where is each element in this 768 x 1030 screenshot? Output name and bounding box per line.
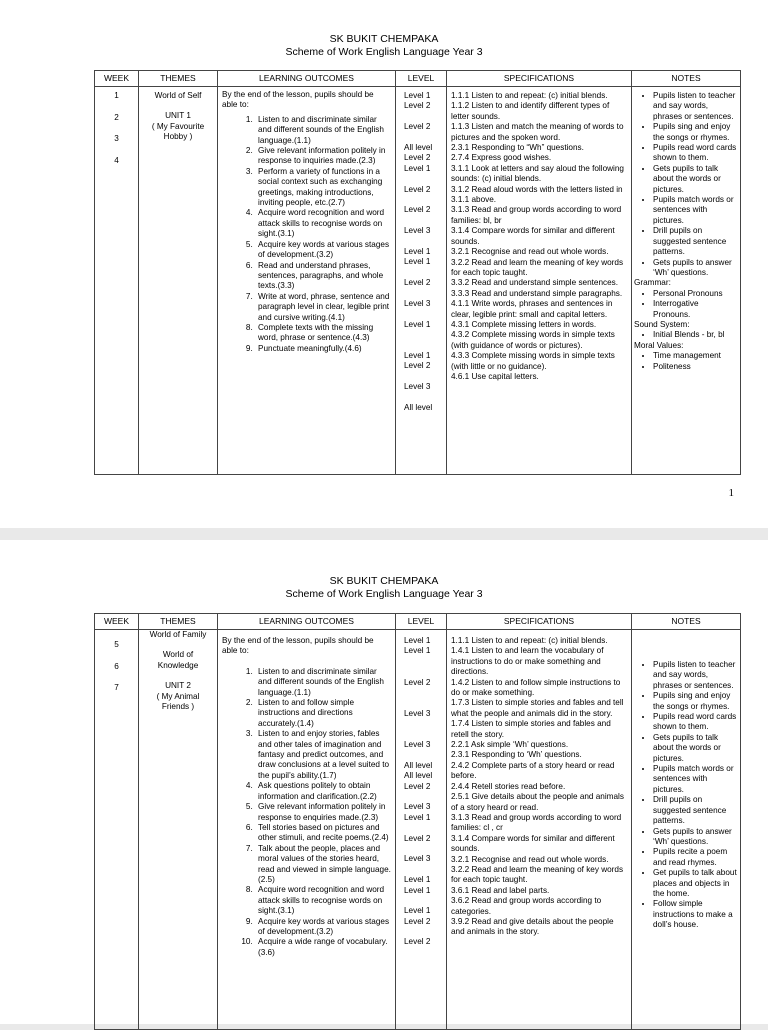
header-themes: THEMES — [139, 614, 218, 630]
unit-title: Hobby ) — [163, 132, 193, 142]
level-value: All level — [404, 760, 433, 770]
level-value: Level 2 — [404, 184, 431, 194]
level-value: Level 2 — [404, 361, 431, 371]
level-value: Level 3 — [404, 226, 431, 236]
list-item: • Gets pupils to talk about the words or pictures. — [653, 733, 738, 764]
sound-system-list — [634, 330, 738, 340]
list-item: 1. Listen to and discriminate similar and different sounds of the English language.(1.1) — [255, 667, 391, 698]
unit-title: ( My Favourite — [151, 121, 205, 131]
spec-item: 3.1.3 Read and group words according to word families: bl, br — [451, 205, 622, 225]
week-cell — [95, 87, 139, 475]
level-value: Level 3 — [404, 739, 431, 749]
page-header — [0, 575, 768, 601]
spec-item: 1.1.2 Listen to and identify different types of letter sounds. — [451, 101, 610, 121]
level-value: Level 2 — [404, 278, 431, 288]
level-value: Level 1 — [404, 636, 431, 645]
list-item: • Get pupils to talk about places and objects in the home. — [653, 868, 738, 899]
school-name: SK BUKIT CHEMPAKA — [329, 575, 439, 587]
spec-item: 4.3.1 Complete missing letters in words. — [451, 319, 597, 329]
list-item: 7. Write at word, phrase, sentence and paragraph level in clear, legible print and cursive writing.(4.1) — [255, 292, 391, 323]
level-value: Level 2 — [404, 677, 431, 687]
list-item: • Pupils read word cards shown to them. — [653, 712, 738, 733]
list-item: • Politeness — [653, 362, 738, 372]
theme-cell — [139, 87, 218, 475]
list-item: 3. Listen to and enjoy stories, fables and other tales of imagination and fantasy and predict outcomes, and draw conclusions at a level suited to the pupil’s ability.(1.7) — [255, 729, 391, 781]
spec-item: 2.4.2 Complete parts of a story heard or read before. — [451, 760, 615, 781]
list-item: 5. Acquire key words at various stages of development.(3.2) — [255, 240, 391, 261]
level-cell — [396, 630, 447, 1030]
unit-label: UNIT 2 — [165, 681, 191, 691]
spec-item: 1.7.3 Listen to simple stories and fables and tell what the people and animals did in the story. — [451, 698, 624, 718]
list-item: • Gets pupils to answer ‘Wh’ questions. — [653, 827, 738, 848]
list-item: • Gets pupils to talk about the words or pictures. — [653, 164, 738, 195]
spec-item: 3.6.1 Read and label parts. — [451, 885, 550, 895]
unit-label: UNIT 1 — [165, 111, 191, 121]
list-item: 6. Tell stories based on pictures and other stimuli, and recite poems.(2.4) — [255, 823, 391, 844]
list-item: 4. Ask questions politely to obtain information and clarification.(2.2) — [255, 781, 391, 802]
spec-item: 1.4.1 Listen to and learn the vocabulary of instructions to do or make something and directions. — [451, 646, 604, 677]
document-subtitle: Scheme of Work English Language Year 3 — [285, 588, 483, 600]
level-value: All level — [404, 771, 433, 781]
list-item: 2. Give relevant information politely in response to inquiries made.(2.3) — [255, 146, 391, 167]
scheme-of-work-table — [94, 70, 741, 475]
spec-item: 3.6.2 Read and group words according to categories. — [451, 896, 602, 916]
table-header-row — [95, 614, 741, 630]
learning-outcomes-cell — [218, 630, 396, 1030]
unit-title: ( My Animal — [156, 691, 200, 701]
list-item: • Pupils match words or sentences with pictures. — [653, 195, 738, 226]
level-value: Level 3 — [404, 298, 431, 308]
scheme-of-work-table — [94, 613, 741, 1030]
level-value: All level — [404, 142, 433, 152]
level-value: Level 3 — [404, 382, 431, 392]
level-value: Level 1 — [404, 646, 431, 656]
list-item: • Personal Pronouns — [653, 289, 738, 299]
spec-item: 3.3.2 Read and understand simple sentences. — [451, 278, 619, 288]
level-value: Level 1 — [404, 257, 431, 267]
week-number: 4 — [114, 155, 119, 165]
level-value: Level 1 — [404, 319, 431, 329]
outcome-list — [222, 667, 391, 958]
spec-item: 3.1.4 Compare words for similar and different sounds. — [451, 226, 615, 246]
spec-item: 3.2.1 Recognise and read out whole words. — [451, 247, 609, 257]
level-value: Level 2 — [404, 153, 431, 163]
theme-title: Knowledge — [157, 660, 199, 670]
week-number: 1 — [114, 91, 119, 100]
level-value: Level 1 — [404, 350, 431, 360]
spec-item: 1.4.2 Listen to and follow simple instructions to do or make something. — [451, 677, 621, 698]
page-number: 1 — [728, 487, 734, 499]
spec-item: 4.6.1 Use capital letters. — [451, 371, 539, 381]
notes-list — [634, 660, 738, 931]
list-item: 2. Listen to and follow simple instructions and directions accurately.(1.4) — [255, 698, 391, 729]
level-value: Level 2 — [404, 101, 431, 111]
header-themes: THEMES — [139, 71, 218, 87]
spec-item: 3.1.3 Read and group words according to word families: cl , cr — [451, 812, 622, 833]
week-number: 7 — [114, 683, 119, 693]
list-item: 10. Acquire a wide range of vocabulary.(3.6) — [255, 937, 391, 958]
spec-item: 2.5.1 Give details about the people and animals of a story heard or read. — [451, 792, 624, 812]
theme-title: World of Self — [154, 91, 202, 100]
spec-item: 3.1.2 Read aloud words with the letters listed in 3.1.1 above. — [451, 184, 623, 205]
level-value: Level 1 — [404, 885, 431, 895]
list-item: 6. Read and understand phrases, sentences, paragraphs, and whole texts.(3.3) — [255, 261, 391, 292]
list-item: • Pupils match words or sentences with pictures. — [653, 764, 738, 795]
spec-item: 3.3.3 Read and understand simple paragraphs. — [451, 288, 623, 298]
list-item: 9. Acquire key words at various stages of development.(3.2) — [255, 917, 391, 938]
week-number: 3 — [114, 134, 119, 144]
spec-item: 2.2.1 Ask simple ‘Wh’ questions. — [451, 740, 569, 750]
list-item: • Drill pupils on suggested sentence patterns. — [653, 226, 738, 257]
header-specifications: SPECIFICATIONS — [447, 71, 632, 87]
level-value: Level 2 — [404, 916, 431, 926]
list-item: 7. Talk about the people, places and moral values of the stories heard, read and viewed in simple language.(2.5) — [255, 844, 391, 886]
table-header-row — [95, 71, 741, 87]
level-value: All level — [404, 402, 433, 412]
spec-item: 2.7.4 Express good wishes. — [451, 153, 552, 163]
theme-title: World of — [162, 650, 194, 660]
spec-item: 1.1.1 Listen to and repeat: (c) initial blends. — [451, 636, 608, 645]
moral-values-list — [634, 351, 738, 372]
list-item: 8. Acquire word recognition and word attack skills to recognise words on sight.(3.1) — [255, 885, 391, 916]
header-level: LEVEL — [396, 614, 447, 630]
spec-item: 3.9.2 Read and give details about the people and animals in the story. — [451, 916, 614, 937]
outcome-list — [222, 115, 391, 354]
level-value: Level 1 — [404, 906, 431, 916]
grammar-label: Grammar: — [634, 278, 671, 288]
header-learning-outcomes: LEARNING OUTCOMES — [218, 71, 396, 87]
level-value: Level 2 — [404, 781, 431, 791]
list-item: • Pupils listen to teacher and say words, phrases or sentences. — [653, 660, 738, 691]
theme-cell — [139, 630, 218, 1030]
theme-title: World of Family — [149, 630, 207, 639]
spec-item: 2.4.4 Retell stories read before. — [451, 781, 566, 791]
level-value: Level 2 — [404, 937, 431, 947]
notes-cell — [632, 87, 741, 475]
list-item: • Time management — [653, 351, 738, 361]
unit-title: Friends ) — [161, 702, 195, 712]
school-name: SK BUKIT CHEMPAKA — [329, 33, 439, 45]
level-value: Level 1 — [404, 163, 431, 173]
list-item: 3. Perform a variety of functions in a social context such as exchanging greetings, making introductions, inviting people, etc.(2.7) — [255, 167, 391, 209]
document-subtitle: Scheme of Work English Language Year 3 — [285, 46, 483, 58]
level-value: Level 2 — [404, 205, 431, 215]
spec-item: 4.1.1 Write words, phrases and sentences in clear, legible print: small and capital letters. — [451, 299, 613, 319]
week-number: 6 — [114, 661, 119, 671]
list-item: • Initial Blends - br, bl — [653, 330, 738, 340]
level-value: Level 2 — [404, 122, 431, 132]
notes-cell — [632, 630, 741, 1030]
header-specifications: SPECIFICATIONS — [447, 614, 632, 630]
list-item: • Pupils listen to teacher and say words, phrases or sentences. — [653, 91, 738, 122]
level-value: Level 2 — [404, 833, 431, 843]
lo-intro: By the end of the lesson, pupils should be able to: — [222, 90, 374, 110]
list-item: 5. Give relevant information politely in response to enquiries made.(2.3) — [255, 802, 391, 823]
spec-item: 4.3.3 Complete missing words in simple texts (with little or no guidance). — [451, 351, 615, 371]
header-week: WEEK — [95, 614, 139, 630]
notes-list — [634, 91, 738, 278]
spec-item: 2.3.1 Responding to ‘Wh’ questions. — [451, 750, 582, 760]
spec-item: 3.2.1 Recognise and read out whole words. — [451, 854, 609, 864]
level-value: Level 1 — [404, 91, 431, 100]
list-item: 8. Complete texts with the missing word, phrase or sentence.(4.3) — [255, 323, 391, 344]
level-value: Level 3 — [404, 708, 431, 718]
level-value: Level 1 — [404, 246, 431, 256]
header-learning-outcomes: LEARNING OUTCOMES — [218, 614, 396, 630]
lo-intro: By the end of the lesson, pupils should be able to: — [222, 636, 374, 656]
grammar-list — [634, 289, 738, 320]
header-level: LEVEL — [396, 71, 447, 87]
list-item: • Pupils sing and enjoy the songs or rhymes. — [653, 122, 738, 143]
spec-item: 3.1.1 Look at letters and say aloud the following sounds: (c) initial blends. — [451, 163, 624, 184]
spec-item: 3.2.2 Read and learn the meaning of key words for each topic taught. — [451, 864, 624, 885]
level-value: Level 1 — [404, 875, 431, 885]
spec-item: 1.1.1 Listen to and repeat: (c) initial blends. — [451, 91, 608, 100]
list-item: • Pupils read word cards shown to them. — [653, 143, 738, 164]
header-notes: NOTES — [632, 71, 741, 87]
moral-values-label: Moral Values: — [634, 340, 684, 350]
document-page-2 — [0, 540, 768, 1024]
list-item: 9. Punctuate meaningfully.(4.6) — [255, 344, 391, 354]
list-item: • Drill pupils on suggested sentence patterns. — [653, 795, 738, 826]
list-item: • Follow simple instructions to make a doll’s house. — [653, 899, 738, 930]
learning-outcomes-cell — [218, 87, 396, 475]
list-item: 1. Listen to and discriminate similar and different sounds of the English language.(1.1) — [255, 115, 391, 146]
spec-item: 2.3.1 Responding to “Wh” questions. — [451, 143, 584, 153]
spec-item: 4.3.2 Complete missing words in simple texts (with guidance of words or pictures). — [451, 330, 615, 350]
sound-system-label: Sound System: — [634, 319, 690, 329]
specifications-cell — [447, 87, 632, 475]
spec-item: 3.1.4 Compare words for similar and different sounds. — [451, 833, 615, 854]
level-cell — [396, 87, 447, 475]
list-item: • Pupils recite a poem and read rhymes. — [653, 847, 738, 868]
list-item: • Pupils sing and enjoy the songs or rhymes. — [653, 691, 738, 712]
page-header — [0, 33, 768, 59]
week-cell — [95, 630, 139, 1030]
table-row — [95, 630, 741, 1030]
spec-item: 3.2.2 Read and learn the meaning of key words for each topic taught. — [451, 257, 624, 277]
level-value: Level 3 — [404, 802, 431, 812]
spec-item: 1.7.4 Listen to simple stories and fables and retell the story. — [451, 719, 611, 739]
list-item: 4. Acquire word recognition and word attack skills to recognise words on sight.(3.1) — [255, 208, 391, 239]
list-item: • Gets pupils to answer ‘Wh’ questions. — [653, 258, 738, 279]
header-notes: NOTES — [632, 614, 741, 630]
level-value: Level 3 — [404, 854, 431, 864]
specifications-cell — [447, 630, 632, 1030]
week-number: 5 — [114, 640, 119, 649]
level-value: Level 1 — [404, 812, 431, 822]
table-row — [95, 87, 741, 475]
header-week: WEEK — [95, 71, 139, 87]
week-number: 2 — [114, 112, 119, 122]
spec-item: 1.1.3 Listen and match the meaning of words to pictures and the spoken word. — [451, 122, 624, 142]
list-item: • Interrogative Pronouns. — [653, 299, 738, 320]
